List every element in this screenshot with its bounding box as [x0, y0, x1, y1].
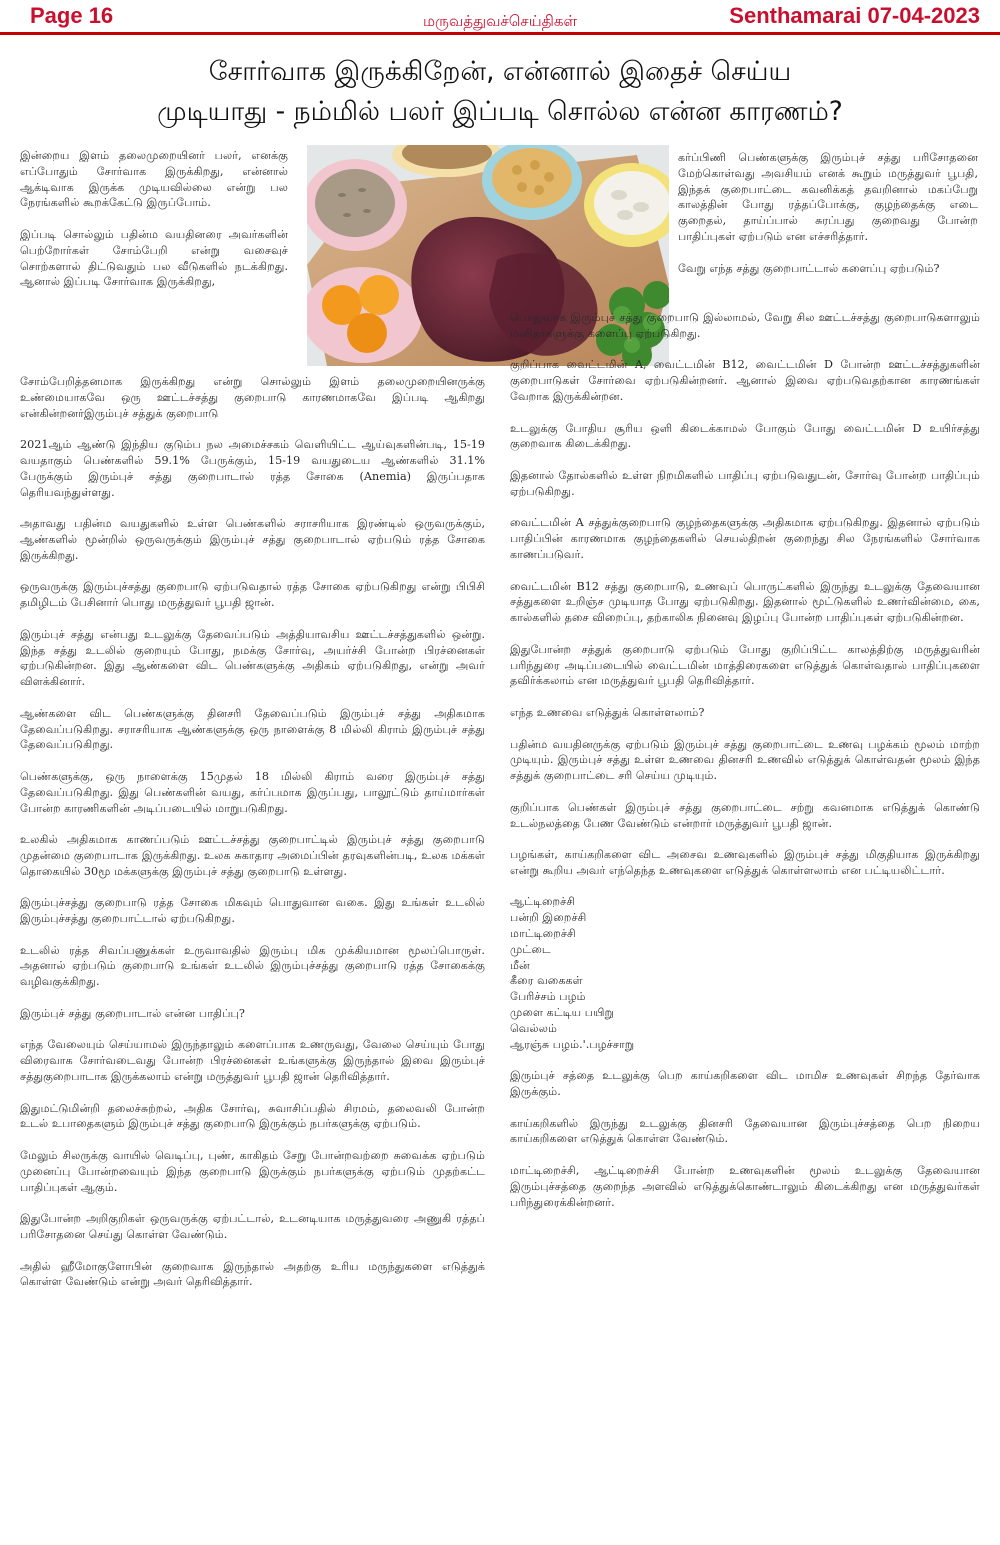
- paragraph: எந்த வேலையும் செய்யாமல் இருந்தாலும் களைப்பாக உணருவது, வேலை செய்யும் போது விரைவாக சோர்வடைவது போன்ற பிரச்னைகள் உங்களுக்கு இருந்தால் இவை இரும்புச் சத்துகுறைபாடாக இருக்கலாம் என்று மருத்துவர் பூபதி ஜான் தெரிவித்தார்.: [20, 1038, 485, 1084]
- paragraph: அதில் ஹீமோகுளோபின் குறைவாக இருந்தால் அதற்கு உரிய மருந்துகளை எடுத்துக் கொள்ள வேண்டும் என்று அவர் தெரிவித்தார்.: [20, 1259, 485, 1289]
- paragraph: கர்ப்பிணி பெண்களுக்கு இரும்புச் சத்து பரிசோதனை மேற்கொள்வது அவசியம் எனக் கூறும் மருத்துவர் பூபதி, இந்தக் குறைபாட்டை கவனிக்கத் தவறினால் மகப்பேறு காலத்தின் போது ரத்தப்போக்கு, குழந்தைக்கு எடை குறைதல், தாய்ப்பால் சுரப்பது குறைவது போன்ற பாதிப்புகள் ஏற்படும் என எச்சரித்தார்.: [678, 151, 978, 243]
- paragraph: இதுமட்டுமின்றி தலைச்சுற்றல், அதிக சோர்வு, சுவாசிப்பதில் சிரமம், தலைவலி போன்ற உடல் உபாதைகளும் இரும்புச் சத்து குறைபாடு இருக்கும் நபர்களுக்கு ஏற்படும்.: [20, 1101, 485, 1131]
- paragraph: உடலில் ரத்த சிவப்பணுக்கள் உருவாவதில் இரும்பு மிக முக்கியமான மூலப்பொருள். அதனால் ஏற்படும் குறைபாடு உங்கள் உடலில் இரும்புச்சத்து குறைபாடு ரத்த சோகைக்கு வழிவகுக்கிறது.: [20, 943, 485, 989]
- paragraph: உலகில் அதிகமாக காணப்படும் ஊட்டச்சத்து குறைபாட்டில் இரும்புச் சத்து குறைபாடு முதன்மை குறைபாடாக இருக்கிறது. உலக சுகாதார அமைப்பின் தரவுகளின்படி, உலக மக்கள் தொகையில் 30மூ மக்களுக்கு இரும்புச் சத்து குறைபாடு உள்ளது.: [20, 833, 485, 878]
- list-item: வெல்லம்: [510, 1021, 557, 1035]
- list-item: முட்டை: [510, 942, 551, 956]
- subheading: இரும்புச் சத்து குறைபாடால் என்ன பாதிப்பு?: [20, 1006, 245, 1020]
- paragraph: இன்றைய இளம் தலைமுறையினர் பலர், எனக்கு எப்போதும் சோர்வாக இருக்கிறது, என்னால் ஆக்டிவாக இருக்க முடியவில்லை என்று பல நேரங்களில் கூறக்கேட்டு இருப்போம்.: [20, 149, 288, 210]
- paper-date: Senthamarai 07-04-2023: [729, 3, 980, 28]
- paragraph: பழங்கள், காய்கறிகளை விட அசைவ உணவுகளில் இரும்புச் சத்து மிகுதியாக இருக்கிறது என்று கூறிய அவர் எந்தெந்த உணவுகளை எடுத்துக் கொள்ளலாம் என பட்டியலிட்டார்.: [510, 848, 980, 877]
- list-item: கீரை வகைகள்: [510, 974, 583, 988]
- paragraph: இதுபோன்ற அறிகுறிகள் ஒருவருக்கு ஏற்பட்டால், உடனடியாக மருத்துவரை அணுகி ரத்தப் பரிசோதனை செய்து கொள்ள வேண்டும்.: [20, 1212, 485, 1242]
- paragraph: ஒருவருக்கு இரும்புச்சத்து குறைபாடு ஏற்படுவதால் ரத்த சோகை ஏற்படுகிறது என்று பிபிசி தமிழிடம் பேசினார் பொது மருத்துவர் பூபதி ஜான்.: [20, 580, 485, 610]
- list-item: ஆட்டிறைச்சி: [510, 895, 576, 909]
- paragraph: பதின்ம வயதினருக்கு ஏற்படும் இரும்புச் சத்து குறைபாட்டை உணவு பழக்கம் மூலம் மாற்ற முடியும். இரும்புச் சத்து உள்ள உணவை தினசரி உணவில் எடுத்துக் கொள்வதன் மூலம் இந்த சத்துக் குறைபாட்டை சரி செய்ய முடியும்.: [510, 737, 980, 783]
- paragraph: மாட்டிறைச்சி, ஆட்டிறைச்சி போன்ற உணவுகளின் மூலம் உடலுக்கு தேவையான இரும்புச்சத்தை குறைந்த அளவில் எடுத்துக்கொண்டாலும் கிடைக்கிறது என மருத்துவர்கள் பரிந்துரைக்கின்றனர்.: [510, 1164, 980, 1209]
- paragraph: பொதுவாக இரும்புச் சத்து குறைபாடு இல்லாமல், வேறு சில ஊட்டச்சத்து குறைபாடுகளாலும் மனிதர்களுக்கு களைப்பு ஏற்படுகிறது.: [510, 311, 980, 340]
- paragraph: இதுபோன்ற சத்துக் குறைபாடு ஏற்படும் போது குறிப்பிட்ட காலத்திற்கு மருத்துவரின் பரிந்துரை அடிப்படையில் வைட்டமின் மாத்திரைகளை எடுத்துக் கொள்வதால் பாதிப்புகளை தவிர்க்கலாம் என மருத்துவர் பூபதி தெரிவித்தார்.: [510, 642, 980, 688]
- headline-line-1: சோர்வாக இருக்கிறேன், என்னால் இதைச் செய்ய: [208, 56, 792, 87]
- left-column-main: [20, 374, 485, 1306]
- food-list: [510, 894, 980, 1052]
- paragraph: இதனால் தோல்களில் உள்ள நிறமிகளில் பாதிப்பு ஏற்படுவதுடன், சோர்வு போன்ற பாதிப்பும் ஏற்படுகிறது.: [510, 468, 980, 498]
- paragraph: இரும்புச்சத்து குறைபாடு ரத்த சோகை மிகவும் பொதுவான வகை. இது உங்கள் உடலில் இரும்புச்சத்து குறைபாட்டால் ஏற்படுகிறது.: [20, 896, 485, 926]
- paragraph: ஆண்களை விட பெண்களுக்கு தினசரி தேவைப்படும் இரும்புச் சத்து அதிகமாக தேவைப்படுகிறது. சராசரியாக ஆண்களுக்கு ஒரு நாளைக்கு 8 மில்லி கிராம் இரும்புச் சத்து தேவைப்படுகிறது.: [20, 706, 485, 752]
- list-item: பேரிச்சம் பழம்: [510, 990, 586, 1004]
- section-title: மருவத்துவச்செய்திகள்: [422, 12, 578, 30]
- subheading: எந்த உணவை எடுத்துக் கொள்ளலாம்?: [510, 705, 705, 719]
- paragraph: உடலுக்கு போதிய சூரிய ஒளி கிடைக்காமல் போகும் போது வைட்டமின் D உயிர்சத்து குறைவாக கிடைக்கிறது.: [510, 421, 980, 451]
- list-item: முளை கட்டிய பயிறு: [510, 1006, 614, 1020]
- headline: [60, 52, 940, 132]
- paragraph: 2021ஆம் ஆண்டு இந்திய குடும்ப நல அமைச்சகம் வெளியிட்ட ஆய்வுகளின்படி, 15-19 வயதாகும் பெண்களில் 59.1% பேருக்கும், 15-19 வயதுடைய ஆண்களில் 31.1% பேருக்கும் இரும்புச் சத்து குறைபாடால் ரத்த சோகை (Anemia) இருப்பதாக தெரியவந்துள்ளது.: [20, 438, 485, 499]
- paragraph: வைட்டமின் A சத்துக்குறைபாடு குழந்தைகளுக்கு அதிகமாக ஏற்படுகிறது. இதனால் ஏற்படும் பாதிப்பின் காரணமாக குழந்தைகளில் செயல்திறன் குறைந்து சில நேரங்களில் சோர்வாக காணப்படுவர்.: [510, 516, 980, 561]
- list-item: மாட்டிறைச்சி: [510, 927, 576, 941]
- paragraph: காய்கறிகளில் இருந்து உடலுக்கு தினசரி தேவையான இரும்புச்சத்தை பெற நிறைய காய்கறிகளை எடுத்துக் கொள்ள வேண்டும்.: [510, 1116, 980, 1146]
- paragraph: பெண்களுக்கு, ஒரு நாளைக்கு 15முதல் 18 மில்லி கிராம் வரை இரும்புச் சத்து தேவைப்படுகிறது. இது பெண்களின் வயது, கர்ப்பமாக இருப்பது, பாலூட்டும் தாய்மார்கள் போன்ற காரணிகளின் அடிப்படையில் மாறுபடுகிறது.: [20, 769, 485, 815]
- paragraph: இரும்புச் சத்து என்பது உடலுக்கு தேவைப்படும் அத்தியாவசிய ஊட்டச்சத்துகளில் ஒன்று. இந்த சத்து உடலில் குறையும் போது, நமக்கு சோர்வு, அயர்ச்சி போன்ற பிரச்னைகள் ஏற்படுகின்றன. இது ஆண்களை விட பெண்களுக்கு அதிகம் ஏற்படுகிறது, என்று அவர் விளக்கினார்.: [20, 627, 485, 689]
- paragraph: வைட்டமின் B12 சத்து குறைபாடு, உணவுப் பொருட்களில் இருந்து உடலுக்கு தேவையான சத்துகளை உறிஞ்ச முடியாத போது ஏற்படுகிறது. இதனால் மூட்டுகளில் உணர்வின்மை, கை, கால்களில் தசை விறைப்பு, தற்காலிக நினைவு இழப்பு போன்ற பாதிப்புகள் ஏற்படுகின்றன.: [510, 579, 980, 625]
- paragraph: இப்படி சொல்லும் பதின்ம வயதினரை அவர்களின் பெற்றோர்கள் சோம்பேறி என்று வசைவுச் சொற்களால் திட்டுவதும் பல வீடுகளில் நடக்கிறது. ஆனால் இப்படி சோர்வாக இருக்கிறது,: [20, 227, 288, 289]
- left-column-top: [20, 148, 288, 290]
- paragraph: குறிப்பாக பெண்கள் இரும்புச் சத்து குறைபாட்டை சற்று கவனமாக எடுத்துக் கொண்டு உடல்நலத்தை பேண வேண்டும் என்றார் மருத்துவர் பூபதி ஜான்.: [510, 800, 980, 830]
- right-column-main: [510, 310, 980, 1226]
- paragraph: சோம்பேறித்தனமாக இருக்கிறது என்று சொல்லும் இளம் தலைமுறையினருக்கு உண்மையாகவே ஒரு ஊட்டச்சத்து குறைபாடு காரணமாகவே இப்படி ஆகிறது என்கின்றனர்இரும்புச் சத்துக் குறைபாடு: [20, 375, 485, 420]
- subheading: வேறு எந்த சத்து குறைபாட்டால் களைப்பு ஏற்படும்?: [678, 261, 940, 275]
- paragraph: அதாவது பதின்ம வயதுகளில் உள்ள பெண்களில் சராசரியாக இரண்டில் ஒருவருக்கும், ஆண்களில் மூன்றில் ஒருவருக்கும் இரும்புச் சத்து குறைபாடால் ஏற்படும் ரத்த சோகை இருக்கிறது.: [20, 517, 485, 562]
- page-number: Page 16: [30, 3, 114, 28]
- headline-line-2: முடியாது - நம்மில் பலர் இப்படி சொல்ல என்ன காரணம்?: [157, 96, 843, 127]
- list-item: பன்றி இறைச்சி: [510, 911, 587, 925]
- list-item: ஆரஞ்சு பழம்.'.பழச்சாறு: [510, 1037, 635, 1051]
- paragraph: மேலும் சிலருக்கு வாயில் வெடிப்பு, புண், காகிதம் சேறு போன்றவற்றை சுவைக்க ஏற்படும் முனைப்பு போன்றவையும் இந்த குறைபாடு இருக்கும் நபர்களுக்கு ஏற்படும் முதற்கட்ட பாதிப்புகள் ஆகும்.: [20, 1149, 485, 1194]
- list-item: மீன்: [510, 958, 530, 972]
- paragraph: இரும்புச் சத்தை உடலுக்கு பெற காய்கறிகளை விட மாமிச உணவுகள் சிறந்த தேர்வாக இருக்கும்.: [510, 1069, 980, 1099]
- right-column-top: [678, 150, 978, 276]
- paragraph: குறிப்பாக வைட்டமின் A, வைட்டமின் B12, வைட்டமின் D போன்ற ஊட்டச்சத்துகளின் குறைபாடுகள் சோர்வை ஏற்படுகின்றனர். ஆனால் இவை ஏற்படுவதற்கான காரணங்கள் வேறாக இருக்கின்றன.: [510, 358, 980, 403]
